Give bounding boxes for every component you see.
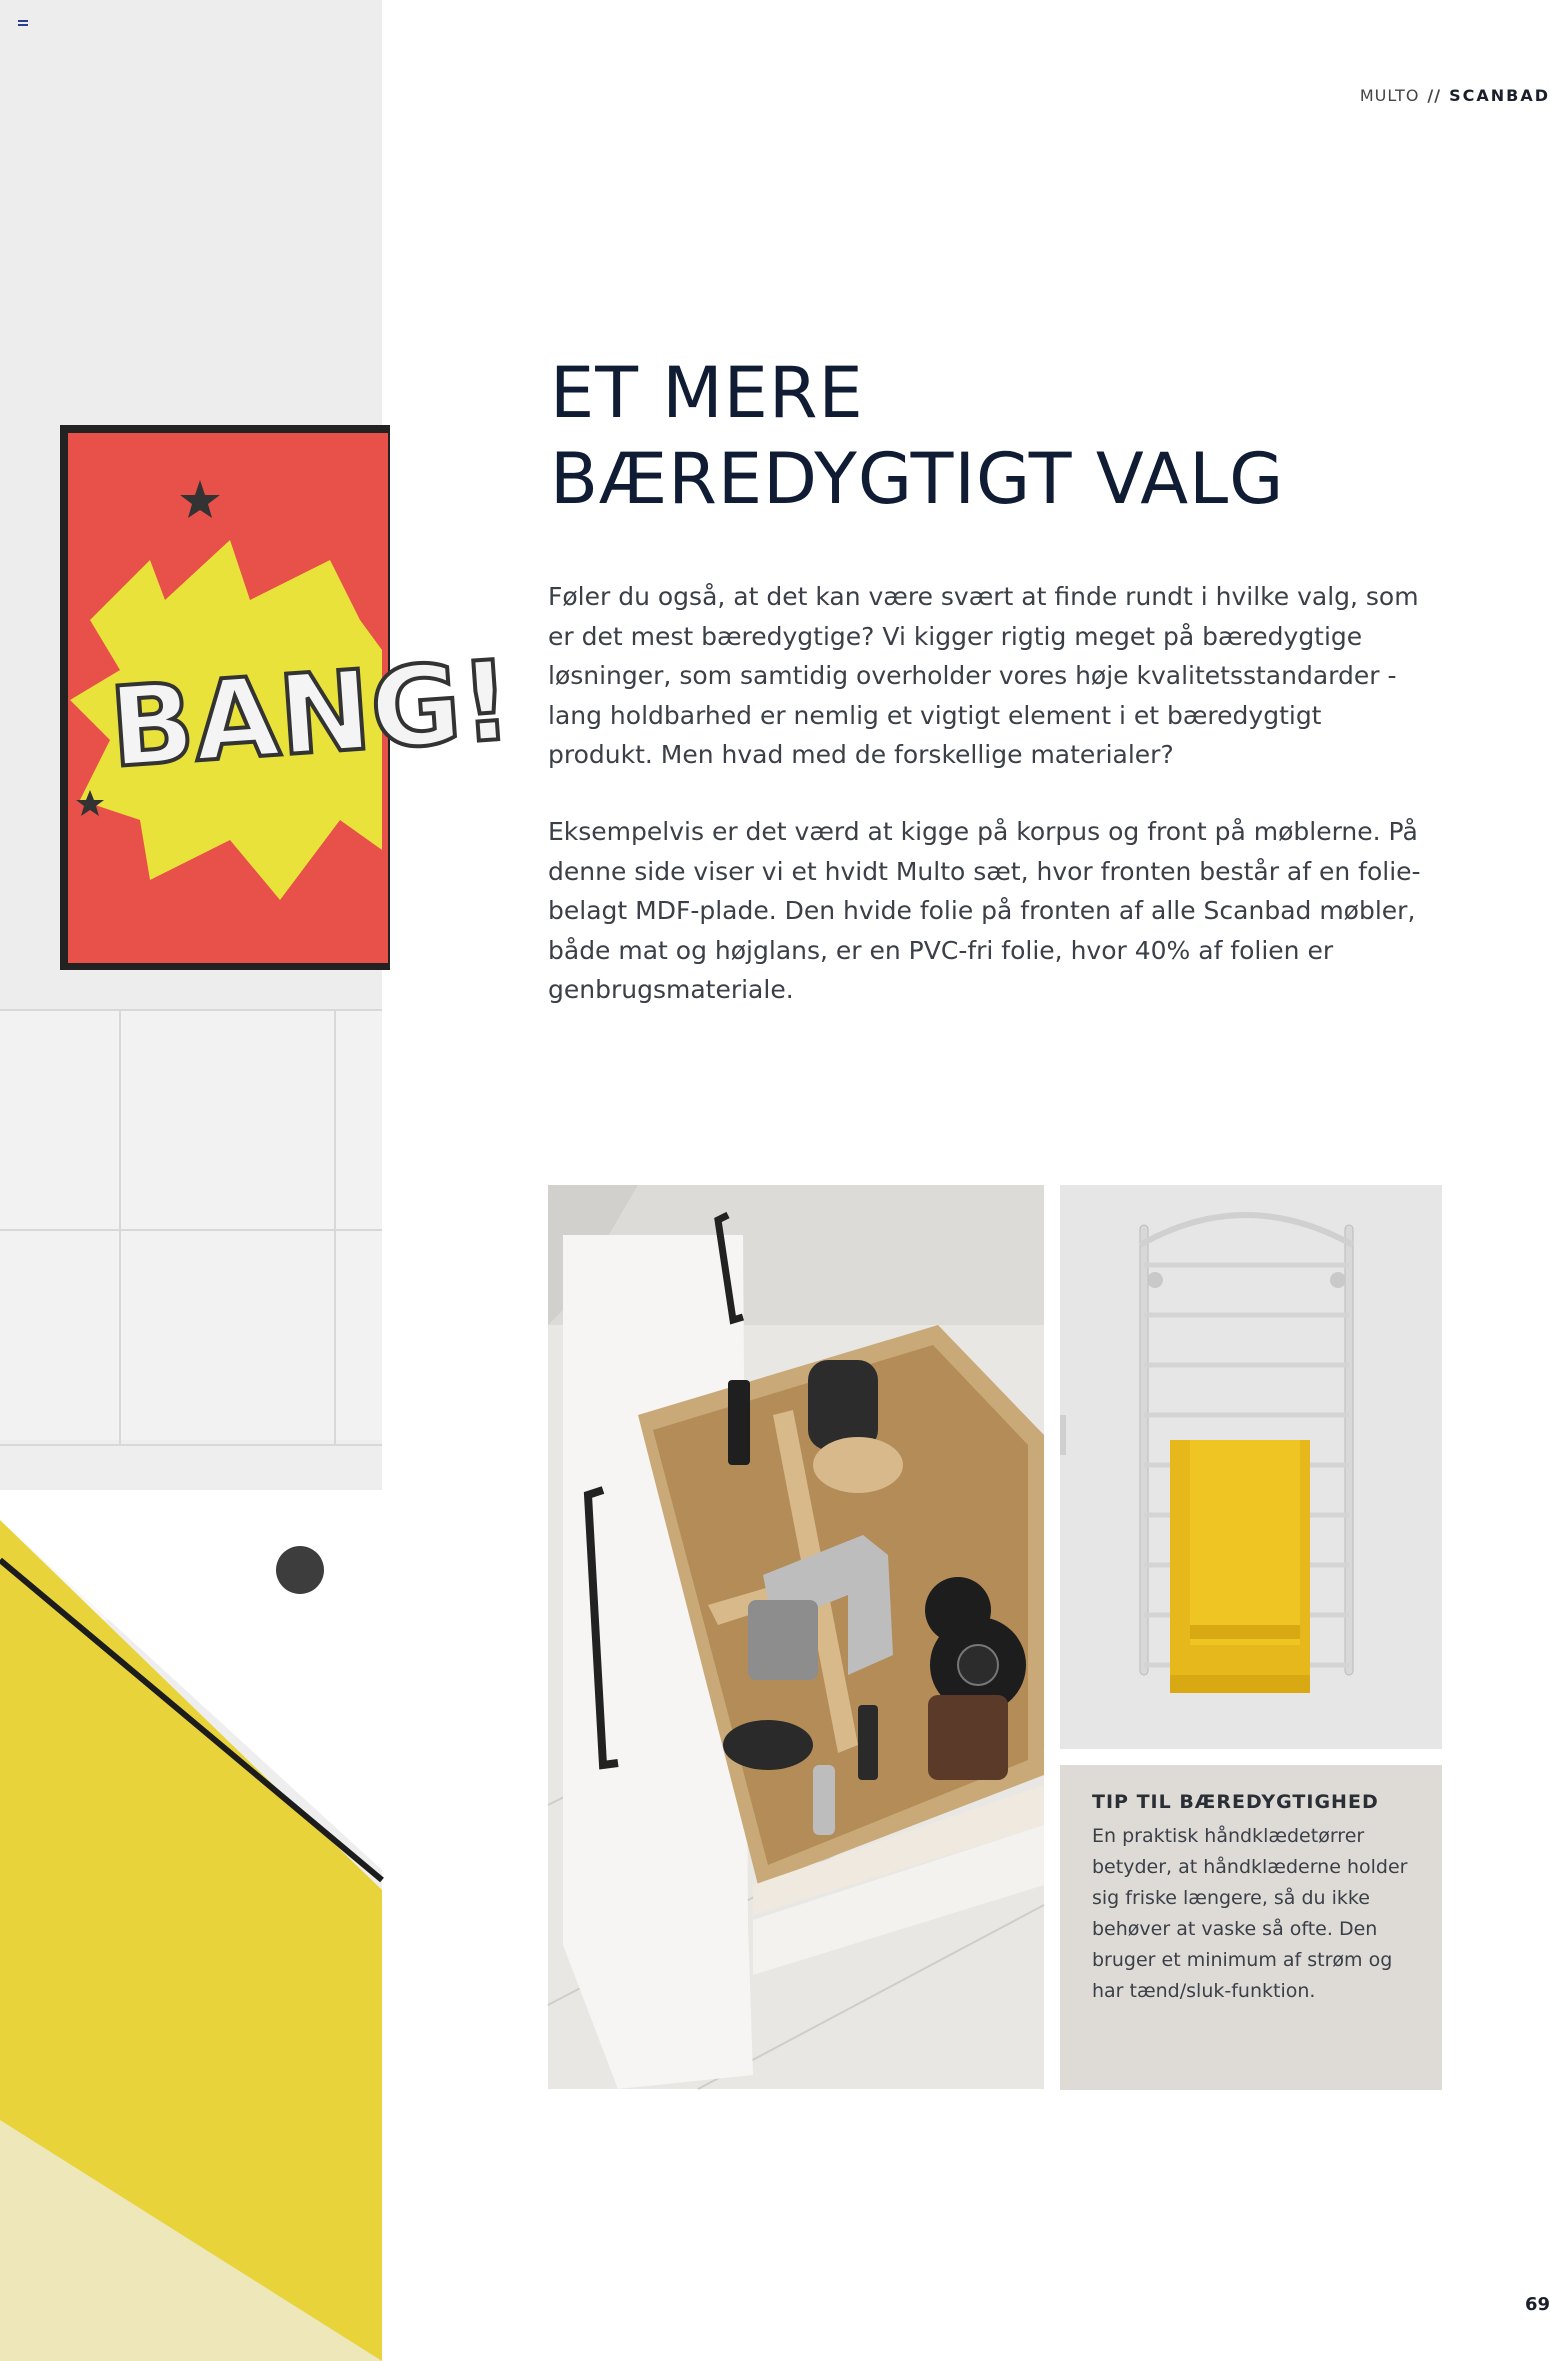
collection-name: MULTO: [1359, 86, 1420, 105]
page-number: 69: [1524, 2294, 1550, 2315]
tip-title: TIP TIL BÆREDYGTIGHED: [1092, 1791, 1379, 1813]
poster-text: BANG!: [105, 636, 516, 793]
bathroom-photo: [0, 0, 516, 2361]
page-title: [550, 350, 1450, 522]
body-paragraph-2: Eksempelvis er det værd at kigge på korpus og front på møblerne. På denne side viser vi et hvidt Multo sæt, hvor fronten består af en folie-belagt MDF-plade. Den hvide folie på fronten af alle Scanbad møbler, både mat og højglans, er en PVC-fri folie, hvor 40% af folien er genbrugsmateriale.: [548, 817, 1421, 1004]
brand-name: SCANBAD: [1449, 86, 1550, 105]
menu-icon[interactable]: [18, 20, 28, 28]
header-separator: //: [1427, 86, 1442, 105]
drawer-photo: [548, 1185, 1044, 2089]
running-header: [1150, 86, 1550, 105]
sustainability-tip-box: [1060, 1765, 1442, 2090]
tip-text: En praktisk håndklædetørrer betyder, at håndklæderne holder sig friske længere, så du ikke behøver at vaske så ofte. Den bruger et minimum af strøm og har tænd/sluk-funktion.: [1092, 1825, 1408, 2002]
bang-poster: [60, 425, 515, 970]
title-line-1: ET MERE: [550, 352, 864, 434]
towel-rail-photo: [1060, 1185, 1442, 1749]
body-paragraph-1: Føler du også, at det kan være svært at finde rundt i hvilke valg, som er det mest bæredygtige? Vi kigger rigtig meget på bæredygtige løsninger, som samtidig overholder vores høje kvalitetsstandarder - lang holdbarhed er nemlig et vigtigt element i et bæredygtigt produkt. Men hvad med de forskellige materialer?: [548, 582, 1419, 769]
title-line-2: BÆREDYGTIGT VALG: [550, 438, 1285, 520]
